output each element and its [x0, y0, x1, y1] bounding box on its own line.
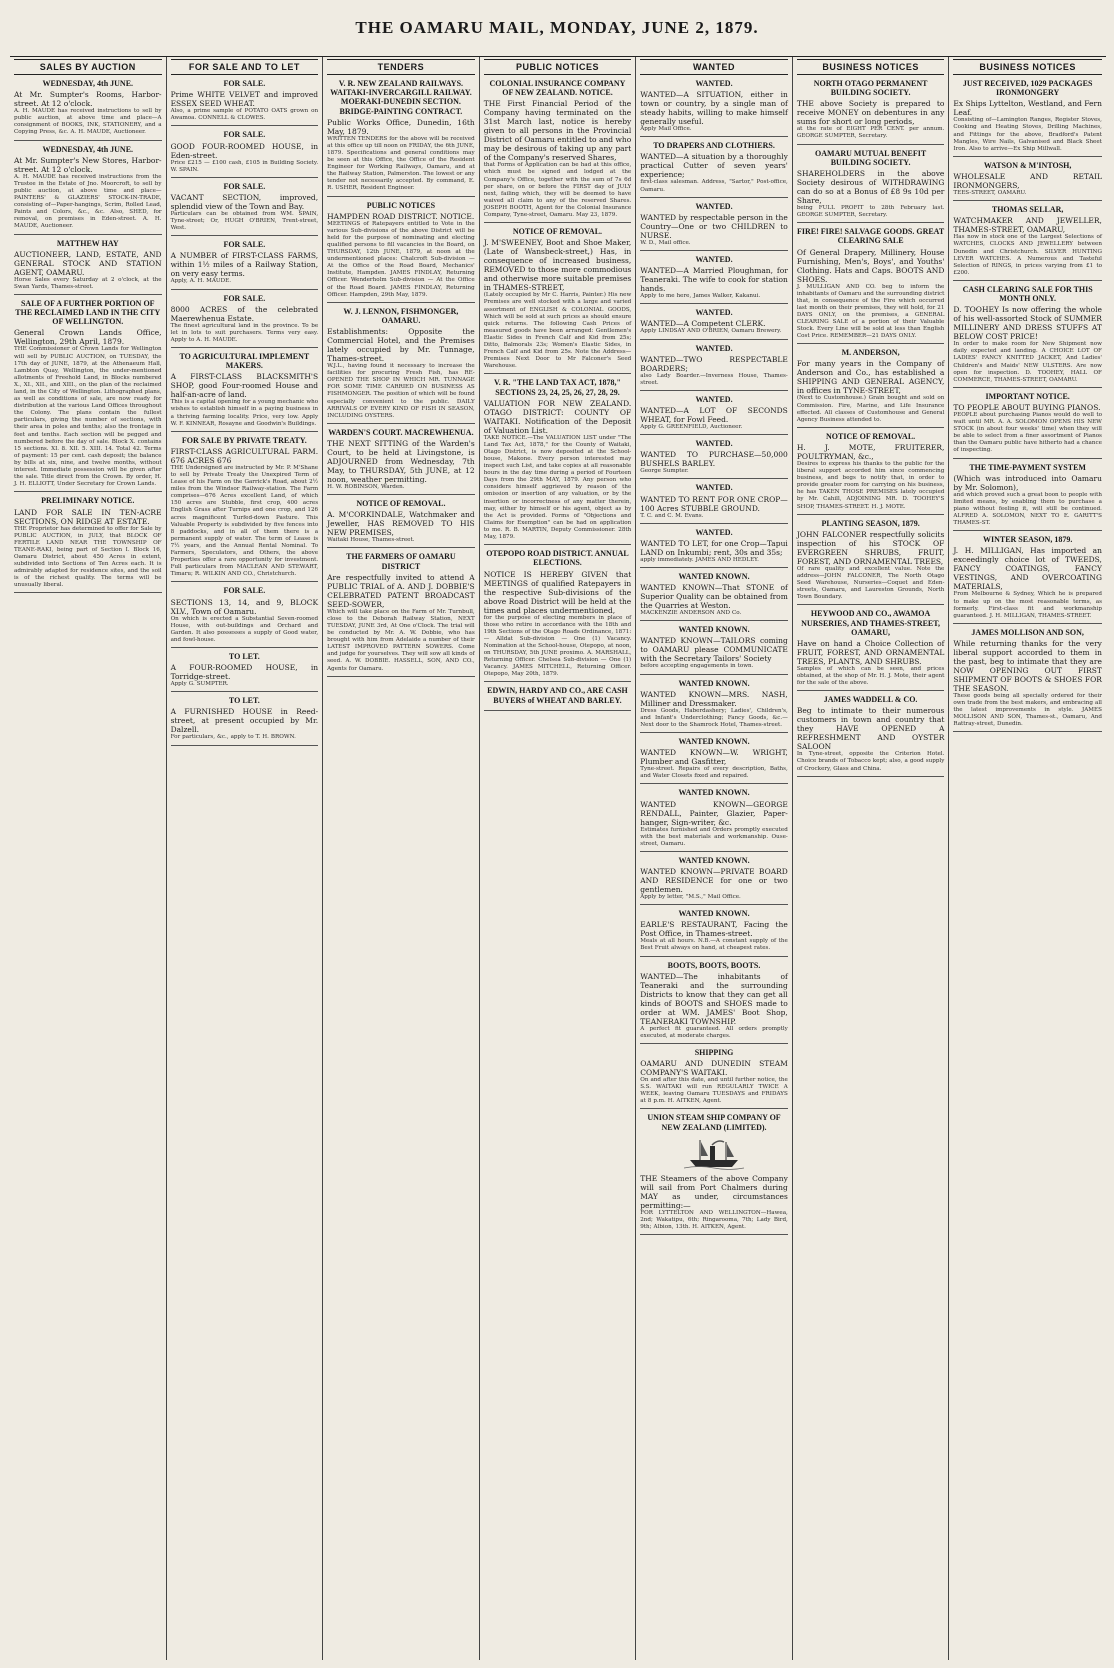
advertisement — [640, 1048, 788, 1110]
ad-lead-text: THE NEXT SITTING of the Warden's Court, to be held at Livingstone, is ADJOURNED from Wednesday, 7th May, to THURSDAY, 5th JUNE, at 12 noon, weather permitting. — [327, 439, 475, 485]
ad-title: FOR SALE. — [223, 240, 266, 250]
ad-body-text: Price £215 — £100 cash, £105 in Building Society. W. SPAIN. — [170, 159, 319, 173]
ad-body-text: Which will take place on the Farm of Mr. Turnbull, close to the Deborah Railway Station, NEXT TUESDAY, JUNE 3rd, At One o'Clock. The trial will be conducted by Mr. A. W. Dobbie, who has brought with him from Adelaide a number of their LATEST IMPROVED PATTERN SOWERS. Come and judge for yourselves. They will sow all kinds of seed. A. W. DOBBIE. HASSELL, SON, AND CO., Agents for Oamaru. — [327, 608, 475, 672]
ad-lead-text: SECTIONS 13, 14, and 9, BLOCK XLV., Town of Oamaru. — [170, 597, 319, 616]
ad-body-text: Apply LINDSAY AND O'BRIEN, Oamaru Brewery. — [640, 328, 782, 335]
advertisement — [640, 625, 788, 674]
ad-body-text: THE Undersigned are instructed by Mr. P. M'Shane to sell by Private Treaty the Unexpired Term of Lease of his Farm on the Garrick's Road, about 2½ miles from the Windsor Railway-station. The Farm comprises—676 Acres excellent Land, of which 150 acres are Stubble, first crop, 400 acres English Grass after Turnips and one crop, and 126 acres magnificent Turfed-down Pasture. This Valuable Property is subdivided by five fences into 8 paddocks, and in all of them there is a permanent supply of water. The term of Lease is 7½ years, and the Annual Rental Nominal. To Farmers, Speculators, and Others, the above Properties offer a rare opportunity for investment. Full particulars from MACLEAN AND STEWART, Timaru; R. WILKIN AND CO., Christchurch. — [170, 464, 319, 578]
ad-body-text: that Forms of Application can be had at this office, which must be signed and lodged at the Company's Office, together with the sum of 7s 6d per share, on or before the FIRST day of JULY next, failing which, they will be deemed to have waived all claim to any of the reserved Shares. JOSEPH BOOTH, Agent for the Colonial Insurance Company, Tyne-street, Oamaru. May 23, 1879. — [483, 162, 632, 219]
ad-body-text: apply immediately. JAMES AND HEDLEY. — [640, 556, 759, 563]
ad-body-text: A. H. MAUDE has received instructions from the Trustee in the Estate of Jno. Moorcroft, to sell by public auction, at above time and place—PAINTERS' & GLAZIERS' STOCK-IN-TRADE, consisting of—Paper-hangings, Scrim, Rolled Lead, Paints and Colors, &c., &c. Also, SHED, for removal, on premises in Eden-street. A. H. MAUDE, Auctioneer. — [14, 173, 162, 230]
ad-title: NOTICE OF REMOVAL. — [356, 499, 446, 509]
ad-body-text: THE Proprietor has determined to offer for Sale by PUBLIC AUCTION, in JULY, that BLOCK OF FERTILE LAND NEAR THE TOWNSHIP OF TEANE-RAKI, being part of Section I. Block 16, Oamaru District, about 450 Acres in extent, subdivided into Sections of Ten Acres each. It is admirably adapted for residence sites, and the soil is of the richest quality. The terms will be unusually liberal. — [14, 525, 162, 589]
ad-title: JAMES MOLLISON AND SON, — [971, 627, 1084, 637]
ad-body-text: Apply Mail Office. — [640, 126, 692, 133]
ad-title: WANTED. — [695, 201, 733, 211]
ad-title: FOR SALE. — [223, 293, 266, 303]
advertisement — [171, 240, 319, 289]
ad-lead-text: WANTED KNOWN—GEORGE RENDALL, Painter, Glazier, Paper-hanger, Sign-writer, &c. — [640, 799, 788, 827]
ad-body-text: Apply G. SUMPTER. — [170, 681, 229, 688]
ad-title: WANTED. — [695, 254, 733, 264]
ad-title: WANTED KNOWN. — [678, 909, 750, 919]
ad-title: JUST RECEIVED, 1029 PACKAGES IRONMONGERY — [962, 79, 1093, 98]
advertisement — [14, 79, 162, 141]
ad-lead-text: While returning thanks for the very liberal support accorded to them in the past, beg to intimate that they are NOW OPENING OUT FIRST SHIPMENT OF BOOTS & SHOES FOR THE SEASON. — [953, 638, 1102, 693]
ad-body-text: Apply to me here, James Walker, Kakanui. — [640, 293, 761, 300]
ad-title: UNION STEAM SHIP COMPANY OF NEW ZEALAND (LIMITED). — [647, 1113, 781, 1132]
advertisement — [640, 788, 788, 851]
ad-title: TO LET. — [228, 651, 260, 661]
advertisement — [640, 679, 788, 733]
ad-lead-text: Beg to intimate to their numerous customers in town and country that they HAVE OPENED A REFRESHMENT AND OYSTER SALOON — [796, 706, 945, 752]
ad-body-text: for the purpose of electing members in place of those who retire in accordance with the 18th and 19th Sections of the Otago Roads Ordinance, 1871:— Alldat Sub-division — One (1) Vacancy. Nomination at the School-house, Otepopo, at noon, on THURSDAY, 5th JUNE proximo. A. MARSHALL, Returning Officer. Chelsea Sub-division — One (1) Vacancy. JAMES MITCHELL, Returning Officer. Otepopo, May 20th, 1879. — [483, 614, 632, 678]
advertisement — [327, 428, 475, 495]
column-heading: SALES BY AUCTION — [14, 59, 162, 75]
ad-lead-text: WANTED by respectable person in the Country—One or two CHILDREN to NURSE. — [640, 212, 788, 240]
ad-lead-text: WANTED—TWO RESPECTABLE BOARDERS; — [640, 354, 788, 373]
ad-body-text: Apply G. GREENFIELD, Auctioneer. — [640, 424, 743, 431]
advertisement — [640, 308, 788, 339]
ad-lead-text: Have on hand a Choice Collection of FRUIT, FOREST, AND ORNAMENTAL TREES, PLANTS, AND SHRUBS. — [796, 638, 945, 666]
advertisement — [171, 352, 319, 432]
ad-title: WEDNESDAY, 4th JUNE. — [42, 144, 134, 154]
ad-lead-text: WANTED—A situation by a thoroughly practical Cutter of seven years' experience; — [640, 152, 788, 180]
ad-title: THE TIME-PAYMENT SYSTEM — [969, 462, 1086, 472]
advertisement — [484, 79, 632, 223]
advertisement — [640, 483, 788, 523]
ad-lead-text: VACANT SECTION, improved, splendid view of the Town and Bay. — [170, 192, 319, 211]
ad-lead-text: THE First Financial Period of the Company having terminated on the 31st March last, notice is hereby given to all persons in the Provincial District of Oamaru entitled to and who may be desirous of taking up any part of the Company's reserved Shares, — [483, 99, 632, 163]
ad-title: IMPORTANT NOTICE. — [985, 391, 1070, 401]
ad-title: CASH CLEARING SALE FOR THIS MONTH ONLY. — [962, 284, 1093, 304]
ad-lead-text: TO PEOPLE ABOUT BUYING PIANOS. — [953, 403, 1101, 412]
ad-title: THE FARMERS OF OAMARU DISTRICT — [346, 552, 456, 571]
ad-title: WANTED. — [695, 483, 733, 493]
ad-body-text: T. C. and C. M. Evans. — [640, 512, 704, 519]
ad-title: V. R. NEW ZEALAND RAILWAYS. WAITAKI-INVERCARGILL RAILWAY. MOERAKI-DUNEDIN SECTION. BRIDGE-PAINTING CONTRACT. — [330, 79, 472, 116]
ad-lead-text: LAND FOR SALE IN TEN-ACRE SECTIONS, ON RIDGE AT ESTATE. — [14, 507, 162, 526]
advertisement — [640, 1113, 788, 1235]
ad-body-text: Apply by letter, "M.S.," Mail Office. — [640, 894, 741, 901]
column-heading: FOR SALE AND TO LET — [171, 59, 319, 75]
ad-lead-text: EARLE'S RESTAURANT, Facing the Post Office, in Thames-street. — [640, 920, 788, 939]
ad-lead-text: THE Steamers of the above Company will sail from Port Chalmers during MAY as under, circumstances permitting:— — [640, 1173, 788, 1210]
ad-title: WANTED. — [695, 527, 733, 537]
ad-title: THOMAS SELLAR, — [991, 205, 1064, 215]
column-3 — [323, 57, 480, 1660]
ad-title: TO LET. — [228, 696, 260, 706]
ad-body-text: For particulars, &c., apply to T. H. BROWN. — [170, 734, 296, 741]
ad-title: WANTED KNOWN. — [678, 855, 750, 865]
advertisement — [171, 182, 319, 236]
ad-title: NORTH OTAGO PERMANENT BUILDING SOCIETY. — [813, 79, 928, 98]
ad-body-text: Horse Sales every Saturday at 2 o'clock, at the Swan Yards, Thames-street. — [14, 276, 162, 290]
ad-lead-text: J. H. MILLIGAN, Has imported an exceedingly choice lot of TWEEDS, FANCY COATINGS, FANCY VESTINGS, AND OVERCOATING MATERIALS, — [953, 546, 1102, 592]
advertisement — [640, 395, 788, 435]
ad-lead-text: AUCTIONEER, LAND, ESTATE, AND GENERAL STOCK AND STATION AGENT, OAMARU. — [14, 249, 162, 277]
advertisement — [171, 294, 319, 348]
ad-lead-text: General Crown Lands Office, Wellington, 29th April, 1879. — [14, 328, 162, 347]
ad-lead-text: THE above Society is prepared to receive MONEY on debentures in any sums for short or long periods, — [796, 99, 945, 127]
ad-lead-text: WANTED—A LOT OF SECONDS WHEAT, for Fowl Feed. — [640, 406, 788, 425]
column-heading: TENDERS — [327, 59, 475, 75]
ad-lead-text: A. M'CORKINDALE, Watchmaker and Jeweller, HAS REMOVED TO HIS NEW PREMISES, — [327, 510, 475, 538]
column-4 — [480, 57, 637, 1660]
ad-title: W. J. LENNON, FISHMONGER, OAMARU. — [343, 306, 459, 325]
ad-body-text: On and after this date, and until further notice, the S.S. WAITAKI will run REGULARLY TWICE A WEEK, leaving Oamaru TUESDAYS and FRIDAYS at 8 p.m. H. AITKEN, Agent. — [640, 1077, 788, 1105]
ad-lead-text: JOHN FALCONER respectfully solicits inspection of his STOCK OF EVERGREEN SHRUBS, FRUIT, FOREST, AND ORNAMENTAL TREES, — [796, 529, 945, 566]
ad-title: EDWIN, HARDY AND CO., ARE CASH BUYERS of WHEAT AND BARLEY. — [487, 686, 628, 705]
advertisement — [797, 432, 945, 515]
ad-body-text: In order to make room for New Shipment now daily expected and landing. A CHOICE LOT OF LADIES' FANCY KNITTED JACKET, And Ladies' Children's and Maids' NEW ULSTERS. Are now open for inspection. D. TOOHEY, HALL OF COMMERCE, THAMES-STREET, OAMARU. — [953, 341, 1102, 383]
ad-title: JAMES WADDELL & CO. — [823, 695, 918, 705]
ad-title: WANTED KNOWN. — [678, 572, 750, 581]
ad-body-text: Apply, A. H. MAUDE. — [170, 278, 231, 285]
ad-body-text: (Lately occupied by Mr C. Harris, Painter.) His new Premises are well stocked with a large and varied assortment of ENGLISH & COLONIAL GOODS, Which will be sold at such prices as should ensure quick returns. The following Cash Prices of measured goods have been arranged: Gentlemen's Elastic Sides in French Calf and Kid from 25s; Ditto, Balmorals 23s; Women's Elastic Sides, in French Calf and Kid from 25s. Note the Address—Premises Next Door to Mr Falconer's Seed Warehouse. — [483, 292, 632, 370]
advertisement — [327, 552, 475, 676]
ad-body-text: MEETINGS of Ratepayers entitled to Vote in the various Sub-divisions of the above District will be held for the purpose of nominating and electing qualified persons to fill vacancies in the Board, on THURSDAY, 12th JUNE, 1879, at noon at the undermentioned places: Chalcroft Sub-division — At the Office of the Road Board, Mechanics' Institute, Hampden. JAMES FINDLAY, Returning Officer. Wenderholm Sub-division — At the Office of the Road Board. JAMES FINDLAY, Returning Officer. Hampden, 29th May, 1879. — [327, 220, 475, 298]
ad-body-text: George Sumpter. — [640, 468, 689, 475]
ad-lead-text: WANTED KNOWN—That STONE of Superior Quality can be obtained from the Quarries at Weston. — [640, 583, 788, 611]
ad-title: WANTED. — [695, 308, 733, 318]
ad-lead-text: WANTED—A SITUATION, either in town or country, by a single man of steady habits, willing to make himself generally useful. — [640, 90, 788, 127]
ad-lead-text: WANTED KNOWN—W. WRIGHT, Plumber and Gasfitter, — [640, 748, 788, 767]
ad-title: M. ANDERSON, — [841, 348, 900, 358]
ad-title: BOOTS, BOOTS, BOOTS. — [667, 960, 761, 970]
ad-body-text: FOR LYTTELTON AND WELLINGTON—Hawea, 2nd; Wakatipu, 6th; Ringarooma, 7th; Lady Bird, 9th; Albion, 13th. H. AITKEN, Agent. — [640, 1209, 788, 1231]
ad-title: WANTED KNOWN. — [678, 737, 750, 747]
ad-body-text: Waitaki House, Thames-street. — [327, 537, 415, 544]
advertisement — [953, 161, 1102, 201]
ad-lead-text: WANTED—A Competent CLERK. — [640, 319, 766, 329]
ad-body-text: Desires to express his thanks to the public for the liberal support accorded him since commencing business, and begs to notify that, in order to provide greater room for carrying on his business, he has TAKEN THOSE PREMISES lately occupied by Mr. Cahill, ADJOINING MR. D. TOOHEY'S SHOP, THAMES-STREET. H. J. MOTE. — [796, 461, 945, 510]
advertisement — [484, 686, 632, 710]
column-7 — [949, 57, 1106, 1660]
ad-body-text: (Next to Customhouse.) Grain bought and sold on Commission. Fire, Marine, and Life Insurance effected. All classes of Customhouse and General Agency Business attended to. — [796, 395, 945, 423]
advertisement — [14, 496, 162, 593]
ad-lead-text: At Mr. Sumpter's New Stores, Harbor-street. At 12 o'clock. — [14, 155, 162, 174]
ad-title: TO DRAPERS AND CLOTHIERS. — [653, 141, 775, 151]
ad-lead-text: D. TOOHEY Is now offering the whole of his well-assorted Stock of SUMMER MILLINERY AND DRESS STUFFS AT BELOW COST PRICE! — [953, 305, 1102, 342]
advertisement — [640, 141, 788, 197]
ad-body-text: Samples of which can be seen, and prices obtained, at the shop of Mr. H. J. Mote, their agent for the sale of the above. — [796, 665, 945, 687]
ad-lead-text: Ex Ships Lyttelton, Westland, and Fern Leaf. — [953, 99, 1102, 118]
ad-body-text: J. MULLIGAN AND CO. beg to inform the inhabitants of Oamaru and the surrounding district that, in consequence of the Fire which occurred last month on their premises, they will hold, for 21 DAYS ONLY, on the premises, a GENERAL CLEARING SALE of a portion of their Valuable Stock. Every Line will be sold at less than English Cost Price. REMEMBER—21 DAYS ONLY. — [796, 283, 945, 340]
ad-body-text: Particulars can be obtained from WM. SPAIN, Tyne-street; Or, HUGH O'BRIEN, Trent-street, West. — [170, 210, 319, 232]
advertisement — [797, 348, 945, 428]
ad-title: MATTHEW HAY — [56, 238, 119, 248]
advertisement — [797, 695, 945, 776]
ad-lead-text: 8000 ACRES of the celebrated Maerewhenua Estate. — [170, 304, 319, 323]
ad-body-text: The finest agricultural land in the province. To be let in lots to suit purchasers. Terms very easy. Apply to A. H. MAUDE. — [170, 322, 319, 343]
ad-body-text: Meals at all hours. N.B.—A constant supply of the Best Fruit always on hand, at cheapest rates. — [640, 938, 788, 952]
ad-lead-text: NOTICE IS HEREBY GIVEN that MEETINGS of qualified Ratepayers in the respective Sub-divisions of the above Road District will be held at the times and places undermentioned, — [483, 569, 632, 615]
ad-body-text: being FULL PROFIT to 28th February last. GEORGE SUMPTER, Secretary. — [796, 204, 945, 219]
ad-lead-text: A FIRST-CLASS BLACKSMITH'S SHOP, good Four-roomed House and half-an-acre of land. — [170, 372, 319, 400]
ad-body-text: In Tyne-street, opposite the Criterion Hotel. Choice brands of Tobacco kept; also, a good supply of Crockery, Glass and China. — [796, 751, 945, 772]
ad-lead-text: Public Works Office, Dunedin, 16th May, 1879. — [327, 117, 475, 136]
advertisement — [14, 299, 162, 492]
ad-lead-text: For many years in the Company of Anderson and Co., has established a SHIPPING AND GENERAL AGENCY, in offices in TYNE-STREET, — [796, 359, 945, 396]
ad-title: OAMARU MUTUAL BENEFIT BUILDING SOCIETY. — [815, 148, 927, 167]
advertisement — [953, 285, 1102, 388]
ad-title: OTEPOPO ROAD DISTRICT. ANNUAL ELECTIONS. — [486, 549, 629, 568]
masthead — [0, 0, 1114, 56]
ad-lead-text: OAMARU AND DUNEDIN STEAM COMPANY'S WAITAKI. — [640, 1059, 788, 1078]
ad-lead-text: Of General Drapery, Millinery, House Furnishing, Men's, Boys', and Youths' Clothing. Hats and Caps. BOOTS AND SHOES. — [796, 247, 945, 284]
ad-body-text: Estimates furnished and Orders promptly executed with the best materials and workmanship. Ouse-street, Oamaru. — [640, 826, 788, 847]
ad-title: HEYWOOD AND CO., AWAMOA NURSERIES, AND THAMES-STREET, OAMARU, — [801, 609, 941, 637]
ad-title: FOR SALE. — [223, 79, 266, 88]
ad-lead-text: WANTED TO LET, for one Crop—Tapui LAND on Inkumbi; rent, 30s and 35s; — [640, 538, 788, 557]
ad-title: V. R. "THE LAND TAX ACT, 1878," SECTIONS 23, 24, 25, 26, 27, 28, 29. — [493, 378, 621, 397]
ad-lead-text: (Which was introduced into Oamaru by Mr. Solomon), — [953, 473, 1102, 492]
ad-body-text: Also, a prime sample of POTATO OATS grown on Awamoa. CONNELL & CLOWES. — [170, 108, 319, 122]
ad-body-text: before accepting engagements in town. — [640, 663, 754, 670]
ad-title: NOTICE OF REMOVAL. — [826, 431, 916, 441]
ad-title: FIRE! FIRE! SALVAGE GOODS. GREAT CLEARING SALE — [796, 227, 945, 246]
ad-lead-text: WATCHMAKER AND JEWELLER, THAMES-STREET, OAMARU, — [953, 216, 1102, 235]
advertisement — [171, 696, 319, 745]
steamship-icon — [684, 1136, 744, 1170]
ad-body-text: Dress Goods, Haberdashery; Ladies', Children's, and Infant's Underclothing; Fancy Goods, &c.—Next door to the Shamrock Hotel, Thames-street. — [640, 707, 788, 728]
ad-lead-text: J. M'SWEENEY, Boot and Shoe Maker, (Late of Wansbeck-street,) Has, in consequence of increased business, REMOVED to those more commodious and otherwise more suitable premises in THAMES-STREET, — [483, 238, 632, 293]
advertisement — [14, 239, 162, 295]
ad-body-text: A. H. MAUDE has received instructions to sell by public auction, at above time and place—A consignment of BOOKS, INK, STATIONERY, and a Copying Press, &c. A. H. MAUDE, Auctioneer. — [14, 108, 162, 136]
advertisement — [640, 528, 788, 568]
ad-lead-text: Are respectfully invited to attend A PUBLIC TRIAL of A. AND J. DOBBIE'S CELEBRATED PATENT BROADCAST SEED-SOWER, — [327, 572, 475, 609]
ad-title: WINTER SEASON, 1879. — [982, 535, 1073, 545]
advertisement — [484, 378, 632, 545]
advertisement — [171, 436, 319, 583]
column-6 — [793, 57, 950, 1660]
advertisement — [327, 79, 475, 197]
ad-body-text: These goods being all specially ordered for their own trade from the best makers, and embracing all the latest improvements in style. JAMES MOLLISON AND SON, Thames-st., Oamaru, And Rattray-street, Dunedin. — [953, 692, 1102, 728]
ad-title: WEDNESDAY, 4th JUNE. — [42, 79, 134, 88]
ad-title: PRELIMINARY NOTICE. — [41, 496, 135, 506]
ad-lead-text: H. J. MOTE, FRUITERER, POULTRYMAN, &c., — [796, 443, 945, 461]
ad-lead-text: VALUATION FOR NEW ZEALAND. OTAGO DISTRICT: COUNTY OF WAITAKI. Notification of the Deposit of Valuation List. — [483, 398, 632, 435]
advertisement — [640, 909, 788, 956]
ad-lead-text: WANTED KNOWN—MRS. NASH, Milliner and Dressmaker. — [640, 689, 788, 708]
advertisement — [327, 499, 475, 548]
ad-body-text: THE Commissioner of Crown Lands for Wellington will sell by PUBLIC AUCTION, on TUESDAY, the 17th day of JUNE, 1879, at the Athenaeum Hall, Lambton Quay, Wellington, the under-mentioned allotments of Freehold Land, in Blocks numbered X., XI., XII., and XIII., on the plan of the reclaimed land, in the City of Wellington. Lithographed plans, as well as conditions of sale, are now ready for distribution at the various Land Offices throughout the Colony. The plans contain the fullest particulars, giving the number of sections, with their area in poles and tenths; also the frontage in feet and tenths. Each section will be pegged and numbered before the day of sale. Block X. contains 15 sections. XI. 8. XII. 5. XIII. 14. Total 42. Terms of payment: 15 per cent. cash deposit; the balance by bills at six, nine, and twelve months, without interest. Immediate possession will be given after the sale. Title direct from the Crown. By order, H. J. H. ELLIOTT, Under Secretary for Crown Lands. — [14, 346, 162, 488]
advertisement — [797, 609, 945, 691]
ad-title: COLONIAL INSURANCE COMPANY OF NEW ZEALAND. NOTICE. — [489, 79, 626, 98]
advertisement — [640, 255, 788, 304]
ad-title: WANTED KNOWN. — [678, 678, 750, 688]
ad-lead-text: WANTED KNOWN—PRIVATE BOARD AND RESIDENCE for one or two gentlemen. — [640, 867, 788, 895]
ad-body-text: WRITTEN TENDERS for the above will be received at this office up till noon on FRIDAY, the 6th JUNE, 1879. Specifications and general conditions may be seen at this Office, the Office of the Resident Engineer for Working Railways, Oamaru, and at the Railway Station, Palmerston. The lowest or any tender not necessarily accepted. By command, E. R. USHER, Resident Engineer. — [327, 135, 475, 192]
ad-body-text: H. W. ROBINSON, Warden. — [327, 484, 405, 491]
ad-body-text: Has now in stock one of the Largest Selections of WATCHES, CLOCKS AND JEWELLERY between Dunedin and Christchurch. SILVER HUNTING LEVER WATCHES. A Numerous and Tasteful Selection of RINGS, in prices varying from £1 to £200. — [953, 234, 1102, 276]
ad-lead-text: Prime WHITE VELVET and improved ESSEX SEED WHEAT. — [170, 90, 319, 109]
ad-body-text: TEES-STREET, OAMARU. — [953, 190, 1027, 197]
ad-body-text: and which proved such a great boon to people with limited means, by enabling them to purchase a piano without feeling it, will still be continued. ALFRED A. SOLOMON, NEXT TO E. GARITT'S THAMES-ST. — [953, 491, 1102, 527]
advertisement — [640, 737, 788, 784]
ad-title: PUBLIC NOTICES — [366, 200, 436, 210]
advertisement — [797, 519, 945, 606]
ad-lead-text: WANTED—The inhabitants of Teaneraki and the surrounding Districts to know that they can get all kinds of BOOTS and SHOES made to order at WM. JAMES' Boot Shop, TEANERAKI TOWNSHIP. — [640, 971, 788, 1026]
ad-body-text: On which is erected a Substantial Seven-roomed House, with out-buildings and Orchard and Garden. It also possesses a supply of Good water, and fowl-house. — [170, 615, 319, 643]
advertisement — [797, 79, 945, 145]
ad-title: FOR SALE. — [223, 130, 266, 140]
ad-title: WANTED KNOWN. — [678, 788, 750, 798]
ad-body-text: From Melbourne & Sydney, Which he is prepared to make up on the most reasonable terms, as formerly. First-class fit and workmanship guaranteed. J. H. MILLIGAN, THAMES-STREET. — [953, 591, 1102, 619]
column-heading: WANTED — [640, 59, 788, 75]
ad-title: WANTED. — [695, 439, 733, 449]
advertisement — [953, 463, 1102, 532]
advertisement — [327, 307, 475, 424]
advertisement — [171, 586, 319, 648]
advertisement — [953, 392, 1102, 459]
ad-body-text: A perfect fit guaranteed. All orders promptly executed, at moderate charges. — [640, 1025, 788, 1039]
ad-title: NOTICE OF REMOVAL. — [512, 227, 603, 237]
ad-lead-text: WANTED TO PURCHASE—50,000 BUSHELS BARLEY. — [640, 450, 788, 469]
advertisement — [640, 961, 788, 1044]
newspaper-page — [10, 56, 1106, 1660]
ad-body-text: W. D., Mail office. — [640, 239, 691, 246]
ad-body-text: TAKE NOTICE.—The VALUATION LIST under "The Land Tax Act, 1878," for the County of Waitaki, Otago District, is now deposited at the School-house, Makone. Every person interested may inspect such List, and take copies at all reasonable hours in the day time during a period of Fourteen Days from the 29th MAY, 1879. Any person who considers himself aggrieved by reason of the omission or insertion of any valuation, or by the insertion or incorrectness of any matter therein, may, either by himself or his agent, object as by the Act is provided. Forms of "Objections and Claims for Exemption" can be had on application to me. R. B. MARTIN, Deputy Commissioner. 28th May, 1879. — [483, 434, 632, 541]
ad-title: WANTED KNOWN. — [678, 625, 750, 635]
ad-body-text: Consisting of—Lamington Ranges, Register Stoves, Cooking and Heating Stoves, Drilling Machines, and Fittings for the above, Bradford's Patent Mangles, Wire Nails, Galvanised and Black Sheet Iron. Also to arrive—Ex Ship Millwall. — [953, 117, 1102, 152]
newspaper-title: THE OAMARU MAIL, MONDAY, JUNE 2, 1879. — [355, 18, 759, 37]
ad-title: TO AGRICULTURAL IMPLEMENT MAKERS. — [179, 351, 310, 371]
ad-title: WANTED. — [695, 343, 733, 353]
advertisement — [640, 202, 788, 251]
ad-body-text: W.J.L., having found it necessary to increase the facilities for procuring Fresh Fish, has RE-OPENED THE SHOP IN WHICH MR. TUNNAGE FOR SOME TIME CARRIED ON BUSINESS AS FISHMONGER. The position of which will be found especially convenient to the public. DAILY ARRIVALS OF EVERY KIND OF FISH IN SEASON, INCLUDING OYSTERS. — [327, 363, 475, 419]
ad-body-text: This is a capital opening for a young mechanic who wishes to establish himself in a paying business in a thriving farming locality. Price, very low. Apply W. F. KINNEAR, Rosayne and Goodwin's Buildings. — [170, 399, 319, 427]
ad-body-text: PEOPLE about purchasing Pianos would do well to wait until MR. A. A. SOLOMON OPENS HIS NEW STOCK (in about four weeks' time) when they will be able to select from a finer assortment of Pianos than the Oamaru public have hitherto had a chance of inspecting. — [953, 412, 1102, 454]
ad-body-text: Of rare quality and excellent value. Note the address—JOHN FALCONER, The North Otago Seed Warehouse, Nurseries—Coquet and Eden-streets, Oamaru, and Laureston Grounds, North Town Boundary. — [796, 565, 945, 601]
ad-title: FOR SALE. — [223, 586, 266, 596]
advertisement — [14, 145, 162, 235]
ad-body-text: also Lady Boarder.—Inverness House, Thames-street. — [640, 372, 788, 386]
ad-title: SHIPPING — [694, 1047, 734, 1057]
ad-lead-text: A NUMBER of FIRST-CLASS FARMS, within 1½ miles of a Railway Station, on very easy terms. — [170, 251, 319, 279]
ad-body-text: at the rate of EIGHT PER CENT. per annum. GEORGE SUMPTER, Secretary. — [796, 126, 945, 140]
advertisement — [953, 628, 1102, 733]
ad-title: FOR SALE. — [223, 181, 266, 191]
ad-title: WANTED. — [695, 79, 733, 88]
ad-title: WATSON & M'INTOSH, — [983, 160, 1072, 170]
advertisement — [640, 572, 788, 621]
ad-title: WANTED. — [695, 394, 733, 404]
advertisement — [953, 79, 1102, 157]
ad-lead-text: WANTED—A Married Ploughman, for Teaneraki. The wife to cook for station hands. — [640, 266, 788, 294]
advertisement — [484, 227, 632, 374]
ad-lead-text: GOOD FOUR-ROOMED HOUSE, in Eden-street. — [170, 141, 319, 160]
column-5 — [636, 57, 793, 1660]
ad-body-text: MACKENZIE ANDERSON AND Co. — [640, 610, 742, 617]
ad-lead-text: At Mr. Sumpter's Rooms, Harbor-street. At 12 o'clock. — [14, 90, 162, 109]
advertisement — [953, 205, 1102, 281]
column-heading: PUBLIC NOTICES — [484, 59, 632, 75]
column-heading: BUSINESS NOTICES — [797, 59, 945, 75]
ad-lead-text: SHAREHOLDERS in the above Society desirous of WITHDRAWING can do so at a Bonus of £8 9s 10d per Share, — [796, 168, 945, 205]
ad-lead-text: WANTED KNOWN—TAILORS coming to OAMARU please COMMUNICATE with the Secretary Tailors' Society — [640, 636, 788, 664]
advertisement — [171, 130, 319, 177]
advertisement — [640, 344, 788, 391]
ad-lead-text: HAMPDEN ROAD DISTRICT. NOTICE. — [327, 211, 475, 221]
advertisement — [953, 535, 1102, 624]
advertisement — [797, 227, 945, 344]
ad-lead-text: A FURNISHED HOUSE in Reed-street, at present occupied by Mr. Dalzell. — [170, 707, 319, 735]
ad-title: WARDEN'S COURT. MACREWHENUA. — [328, 427, 474, 437]
ad-lead-text: A FOUR-ROOMED HOUSE, in Torridge-street. — [170, 663, 319, 682]
advertisement — [327, 201, 475, 303]
advertisement — [797, 149, 945, 224]
advertisement — [640, 856, 788, 905]
advertisement — [171, 652, 319, 692]
column-1 — [10, 57, 167, 1660]
column-2 — [167, 57, 324, 1660]
ad-lead-text: FIRST-CLASS AGRICULTURAL FARM. 676 ACRES 676 — [170, 446, 319, 465]
advertisement — [484, 549, 632, 682]
ad-title: PLANTING SEASON, 1879. — [821, 518, 920, 528]
ad-body-text: first-class salesman. Address, "Sartor," Post-office, Oamaru. — [640, 179, 788, 193]
advertisement — [171, 79, 319, 126]
ad-lead-text: Establishments: Opposite the Commercial Hotel, and the Premises lately occupied by Mr. Tunnage, Thames-street. — [327, 327, 475, 364]
advertisement — [640, 79, 788, 137]
advertisement — [640, 439, 788, 479]
column-heading: BUSINESS NOTICES — [953, 59, 1102, 75]
ad-body-text: Tyne-street. Repairs of every description, Baths, and Water Closets fixed and repaired. — [640, 766, 788, 780]
ad-title: SALE OF A FURTHER PORTION OF THE RECLAIMED LAND IN THE CITY OF WELLINGTON. — [15, 298, 161, 327]
ad-lead-text: WANTED TO RENT FOR ONE CROP—100 Acres STUBBLE GROUND. — [640, 494, 788, 513]
ad-title: FOR SALE BY PRIVATE TREATY. — [181, 435, 307, 445]
ad-lead-text: WHOLESALE AND RETAIL IRONMONGERS, — [953, 172, 1102, 191]
